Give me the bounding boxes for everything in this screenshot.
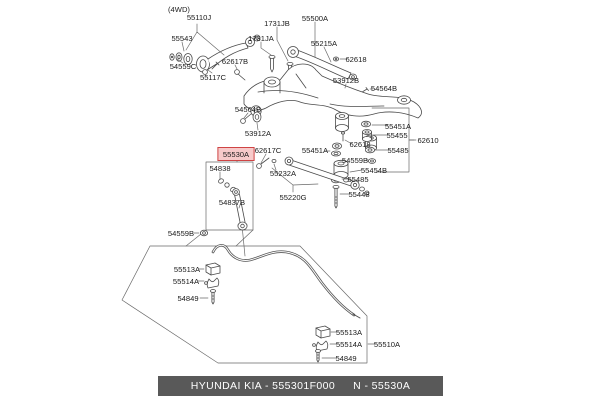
part-label-55485-lower[interactable]: 55485	[347, 174, 369, 184]
footer-part-ref: N - 55530A	[353, 380, 411, 392]
part-label-55117C[interactable]: 55117C	[199, 72, 227, 82]
part-label-54837B[interactable]: 54837B	[218, 197, 246, 207]
part-label-55110J[interactable]: 55110J	[186, 12, 212, 22]
part-label-53912A[interactable]: 53912A	[244, 128, 272, 138]
part-label-62617C[interactable]: 62617C	[254, 145, 282, 155]
diagram-note: (4WD)	[168, 4, 190, 14]
part-label-55514A-left[interactable]: 55514A	[172, 276, 200, 286]
part-label-55500A[interactable]: 55500A	[301, 13, 329, 23]
part-label-55543[interactable]: 55543	[171, 33, 193, 43]
part-label-62618-top[interactable]: 62618	[345, 54, 367, 64]
part-label-55513A-left[interactable]: 55513A	[173, 264, 201, 274]
part-label-54559B-right[interactable]: 54559B	[341, 155, 369, 165]
stabilizer-link-detail	[186, 162, 253, 256]
part-label-55451A-right[interactable]: 55451A	[384, 121, 412, 131]
part-label-55451A-center[interactable]: 55451A	[301, 145, 329, 155]
part-label-55215A[interactable]: 55215A	[310, 38, 338, 48]
part-label-54564B-left[interactable]: 54564B	[234, 104, 262, 114]
part-label-55513A-right[interactable]: 55513A	[335, 327, 363, 337]
part-label-54564B-right[interactable]: 54564B	[370, 83, 398, 93]
part-label-55448[interactable]: 55448	[348, 189, 370, 199]
part-label-54838[interactable]: 54838	[209, 163, 231, 173]
part-label-1731JB[interactable]: 1731JB	[264, 18, 290, 28]
part-label-55232A[interactable]: 55232A	[269, 168, 297, 178]
assembly-outline-box	[122, 246, 367, 363]
part-label-62610[interactable]: 62610	[417, 135, 439, 145]
footer-bar	[158, 376, 443, 396]
part-label-54849-left[interactable]: 54849	[177, 293, 199, 303]
part-label-53912B[interactable]: 53912B	[332, 75, 360, 85]
part-label-54559C[interactable]: 54559C	[169, 61, 197, 71]
part-label-55220G[interactable]: 55220G	[279, 192, 307, 202]
part-label-62617B[interactable]: 62617B	[221, 56, 249, 66]
part-label-55530A[interactable]: 55530A	[222, 149, 250, 159]
part-label-55510A[interactable]: 55510A	[373, 339, 401, 349]
part-label-62618-center[interactable]: 62618	[349, 139, 371, 149]
footer-part-code: HYUNDAI KIA - 555301F000	[190, 380, 336, 392]
part-label-55485-upper[interactable]: 55485	[387, 145, 409, 155]
diagram-artwork	[122, 22, 421, 363]
part-label-55514A-right[interactable]: 55514A	[335, 339, 363, 349]
part-label-1731JA[interactable]: 1731JA	[248, 33, 274, 43]
part-label-54849-right[interactable]: 54849	[335, 353, 357, 363]
part-label-55454B[interactable]: 55454B	[360, 165, 388, 175]
part-label-54559B-left[interactable]: 54559B	[167, 228, 195, 238]
part-label-55455[interactable]: 55455	[386, 130, 408, 140]
